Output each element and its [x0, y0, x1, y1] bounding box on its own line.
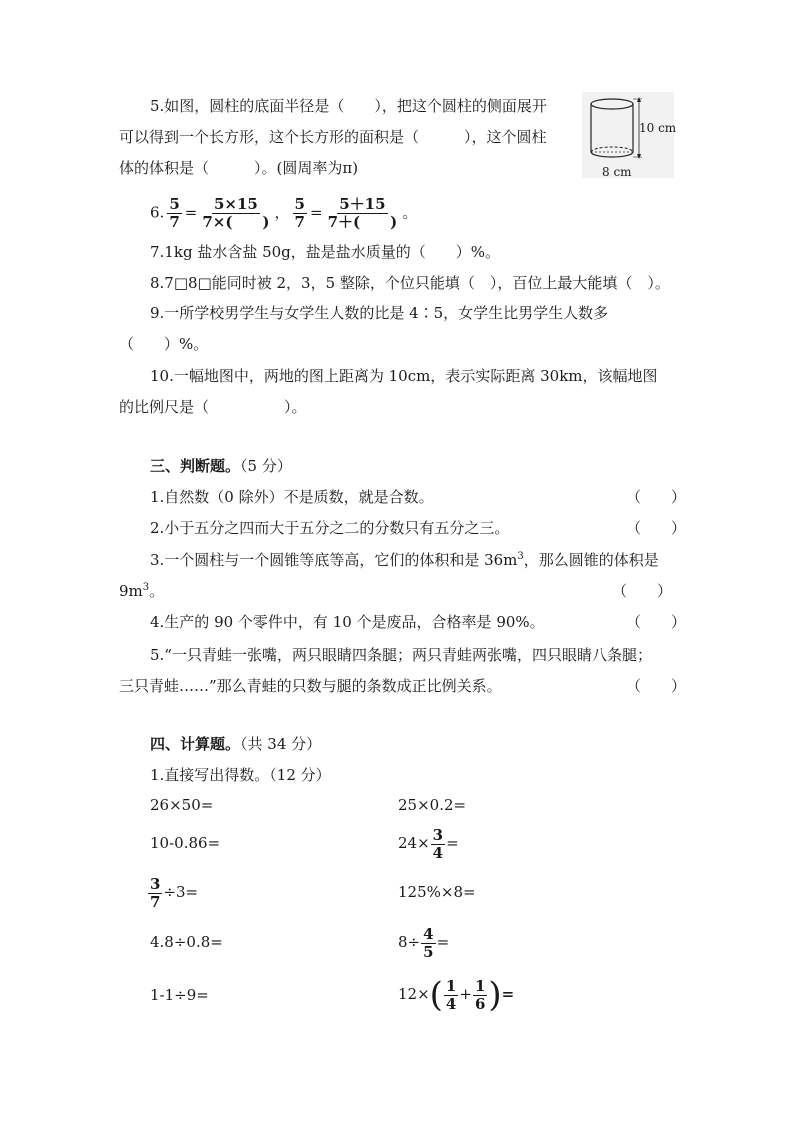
calc-10: [398, 972, 514, 1016]
calc-10-num-2: 1: [474, 976, 486, 995]
section4-sub1: 1.直接写出得数。（12 分）: [150, 766, 331, 784]
judge-item-5-line-1: 5.“一只青蛙一张嘴，两只眼睛四条腿；两只青蛙两张嘴，四只眼睛八条腿；: [150, 646, 652, 664]
calc-4-eq: =: [446, 834, 459, 852]
section3-heading: [150, 456, 292, 476]
judge-item-1: 1.自然数（0 除外）不是质数，就是合数。: [150, 488, 434, 506]
q6b-right-num: 5＋15: [339, 195, 386, 213]
calc-10-den-1: 4: [445, 994, 457, 1013]
q6b-left-num: 5: [294, 195, 305, 213]
section4-title: 四、计算题。: [150, 735, 241, 753]
calc-2: 25×0.2=: [398, 796, 467, 814]
calc-10-num-1: 1: [445, 976, 457, 995]
calc-8-fraction: [421, 926, 435, 961]
q6-label: 6.: [150, 203, 165, 222]
calc-4-num: 3: [432, 825, 444, 844]
q6b-right-den: 7＋( ): [327, 213, 398, 231]
q7-line: 7.1kg 盐水含盐 50g，盐是盐水质量的（ ）%。: [150, 243, 501, 261]
calc-10-fraction-1: [444, 978, 458, 1013]
q5-line-3: 体的体积是（ ）。(圆周率为π): [119, 159, 359, 177]
q9-line-2: （ ）%。: [119, 335, 209, 353]
section4-heading: [150, 734, 321, 754]
section3-points: （5 分）: [240, 457, 292, 475]
calc-10-right-paren: ): [488, 975, 502, 1015]
calc-8-num: 4: [423, 924, 434, 943]
calc-4-den: 4: [432, 843, 444, 862]
calc-8-den: 5: [423, 942, 434, 961]
calc-10-den-2: 6: [474, 994, 486, 1013]
judge-item-3-text: 3.一个圆柱与一个圆锥等底等高，它们的体积和是 36m: [150, 551, 518, 569]
q6a-left-den: 7: [169, 213, 180, 231]
q6b-left-fraction: [293, 196, 307, 231]
calc-9: 1-1÷9=: [150, 986, 209, 1004]
section4-points: （共 34 分）: [240, 735, 322, 753]
judge-item-5-line-2: 三只青蛙……”那么青蛙的只数与腿的条数成正比例关系。: [119, 677, 502, 695]
calc-5: [148, 872, 198, 912]
q6a-eq: =: [184, 203, 198, 222]
calc-10-fraction-2: [473, 978, 487, 1013]
q9-line-1: 9.一所学校男学生与女学生人数的比是 4∶5，女学生比男学生人数多: [150, 304, 609, 322]
q6a-left-fraction: [167, 196, 181, 231]
cube-sup-2: 3: [142, 582, 150, 593]
calc-4-pre: 24×: [398, 834, 430, 852]
q6a-right-fraction: [200, 196, 271, 231]
calc-5-num: 3: [150, 874, 161, 893]
judge-answer-3[interactable]: （ ）: [612, 582, 673, 600]
q6a-left-num: 5: [169, 195, 180, 213]
judge-answer-2[interactable]: （ ）: [626, 519, 687, 537]
calc-3: 10-0.86=: [150, 834, 221, 852]
calc-10-left-paren: (: [429, 975, 443, 1015]
calc-10-plus: +: [459, 985, 472, 1003]
judge-item-2: 2.小于五分之四而大于五分之二的分数只有五分之三。: [150, 519, 510, 537]
q6-line: [150, 196, 417, 231]
q6b-right-fraction: [326, 196, 400, 231]
q6b-eq: =: [309, 203, 323, 222]
calc-5-fraction: [148, 876, 162, 911]
judge-answer-4[interactable]: （ ）: [626, 613, 687, 631]
calc-4: [398, 825, 459, 862]
judge-item-3-value: 9m: [119, 582, 143, 600]
q10-line-2: 的比例尺是（ ）。: [119, 398, 307, 416]
judge-answer-1[interactable]: （ ）: [626, 488, 687, 506]
q10-line-1: 10.一幅地图中，两地的图上距离为 10cm，表示实际距离 30km，该幅地图: [150, 367, 658, 385]
q8-line: 8.7□8□能同时被 2，3，5 整除，个位只能填（ ），百位上最大能填（ ）。: [150, 274, 670, 292]
judge-item-3-value-end: 。: [149, 582, 165, 600]
calc-10-eq: =: [501, 985, 515, 1003]
calc-5-post: ÷3=: [163, 883, 199, 901]
calc-8: [398, 922, 449, 962]
height-label: 10 cm: [639, 121, 677, 135]
calc-1: 26×50=: [150, 796, 214, 814]
q6b-left-den: 7: [294, 213, 305, 231]
calc-8-pre: 8÷: [398, 933, 421, 951]
q5-line-2: 可以得到一个长方形，这个长方形的面积是（ ），这个圆柱: [119, 128, 547, 146]
q6a-right-num: 5×15: [213, 195, 258, 213]
section3-title: 三、判断题。: [150, 457, 241, 475]
judge-item-3-line-2: [119, 581, 164, 601]
calc-4-fraction: [431, 827, 445, 862]
cube-sup-1: 3: [517, 551, 524, 562]
calc-8-eq: =: [436, 933, 450, 951]
judge-answer-5[interactable]: （ ）: [626, 677, 687, 695]
calc-7: 4.8÷0.8=: [150, 933, 223, 951]
q6-end: 。: [402, 203, 418, 222]
q5-line-1: 5.如图，圆柱的底面半径是（ ），把这个圆柱的侧面展开: [150, 97, 547, 115]
calc-6: 125%×8=: [398, 883, 476, 901]
judge-item-3-text-end: ，那么圆锥的体积是: [523, 551, 659, 569]
calc-5-den: 7: [150, 892, 161, 911]
calc-10-pre: 12×: [398, 985, 430, 1003]
q6a-right-den: 7×( ): [202, 213, 270, 231]
cylinder-figure: [582, 92, 677, 179]
judge-item-4: 4.生产的 90 个零件中，有 10 个是废品，合格率是 90%。: [150, 613, 545, 631]
diameter-label: 8 cm: [602, 165, 632, 179]
q6-sep: ，: [274, 203, 290, 222]
judge-item-3-line-1: [150, 550, 659, 570]
